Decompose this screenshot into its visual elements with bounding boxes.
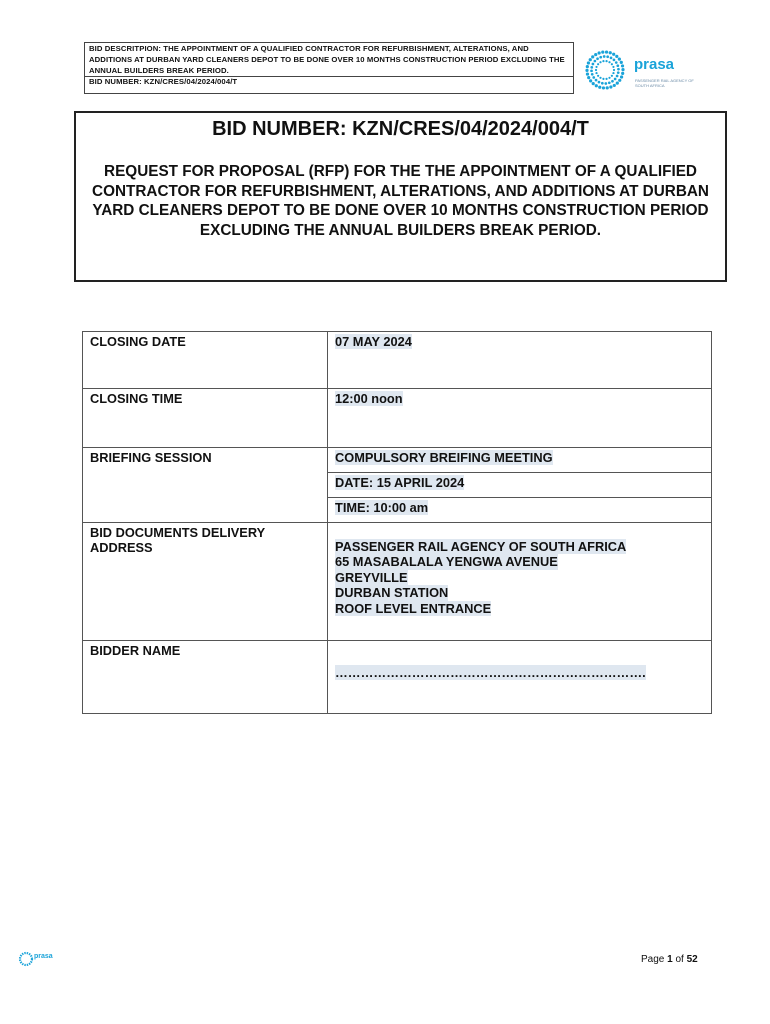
closing-time-text: 12:00 noon	[335, 391, 403, 406]
page-current: 1	[667, 954, 673, 965]
rfp-title: REQUEST FOR PROPOSAL (RFP) FOR THE THE APPOINTMENT OF A QUALIFIED CONTRACTOR FOR REFURBISHMENT, ALTERATIONS, AND ADDITIONS AT DURBAN YARD CLEANERS DEPOT TO BE DONE OVER 10 MONTHS CONSTRUCTION PERIOD EXCLUDING THE ANNUAL BUILDERS BREAK PERIOD.	[92, 163, 709, 239]
page-total: 52	[686, 954, 698, 965]
prasa-logo	[580, 46, 700, 94]
table-row-closing-date	[83, 332, 712, 389]
delivery-address	[328, 523, 712, 641]
briefing-value	[328, 448, 712, 473]
closing-time-label: CLOSING TIME	[83, 389, 328, 448]
table-row-bidder	[83, 641, 712, 714]
closing-date-text: 07 MAY 2024	[335, 334, 412, 349]
briefing-label: BRIEFING SESSION	[83, 448, 328, 523]
logo-tagline: PASSENGER RAIL AGENCY OF SOUTH AFRICA	[635, 78, 694, 88]
briefing-time	[328, 498, 712, 523]
table-row-delivery	[83, 523, 712, 641]
address-line-2: 65 MASABALALA YENGWA AVENUE	[335, 554, 558, 570]
title-bid-number: BID NUMBER: KZN/CRES/04/2024/004/T	[212, 118, 589, 140]
address-line-4: DURBAN STATION	[335, 585, 449, 601]
briefing-date	[328, 473, 712, 498]
page-number	[641, 954, 698, 965]
delivery-label: BID DOCUMENTS DELIVERY ADDRESS	[83, 523, 328, 641]
logo-brand: prasa	[634, 56, 675, 73]
address-line-1: PASSENGER RAIL AGENCY OF SOUTH AFRICA	[335, 539, 627, 554]
page-of: of	[675, 954, 684, 965]
briefing-time-text: TIME: 10:00 am	[335, 500, 429, 515]
table-row-closing-time	[83, 389, 712, 448]
closing-date-label: CLOSING DATE	[83, 332, 328, 389]
bid-description: BID DESCRITPION: THE APPOINTMENT OF A QUALIFIED CONTRACTOR FOR REFURBISHMENT, ALTERATIONS, AND ADDITIONS AT DURBAN YARD CLEANERS DEPOT TO BE DONE OVER 10 MONTHS CONSTRUCTION PERIOD EXCLUDING THE ANNUAL BUILDERS BREAK PERIOD.	[89, 44, 565, 75]
bidder-value[interactable]	[328, 641, 712, 714]
document-header	[84, 42, 574, 94]
closing-date-value	[328, 332, 712, 389]
footer-prasa-logo	[18, 951, 58, 971]
briefing-text: COMPULSORY BREIFING MEETING	[335, 450, 553, 465]
closing-time-value	[328, 389, 712, 448]
header-bid-number: BID NUMBER: KZN/CRES/04/2024/004/T	[85, 76, 573, 88]
bidder-name-field[interactable]: ……………………………………………………………….	[335, 665, 646, 680]
page-prefix: Page	[641, 954, 665, 965]
title-box	[74, 111, 727, 282]
address-line-5: ROOF LEVEL ENTRANCE	[335, 600, 492, 616]
briefing-date-text: DATE: 15 APRIL 2024	[335, 475, 465, 490]
footer-logo-text: prasa	[34, 953, 53, 960]
prasa-burst-logo-icon	[582, 47, 628, 93]
footer-burst-icon	[18, 951, 34, 967]
bidder-label: BIDDER NAME	[83, 641, 328, 714]
address-line-3: GREYVILLE	[335, 569, 408, 585]
bid-info-table	[82, 331, 712, 714]
table-row-briefing	[83, 448, 712, 473]
